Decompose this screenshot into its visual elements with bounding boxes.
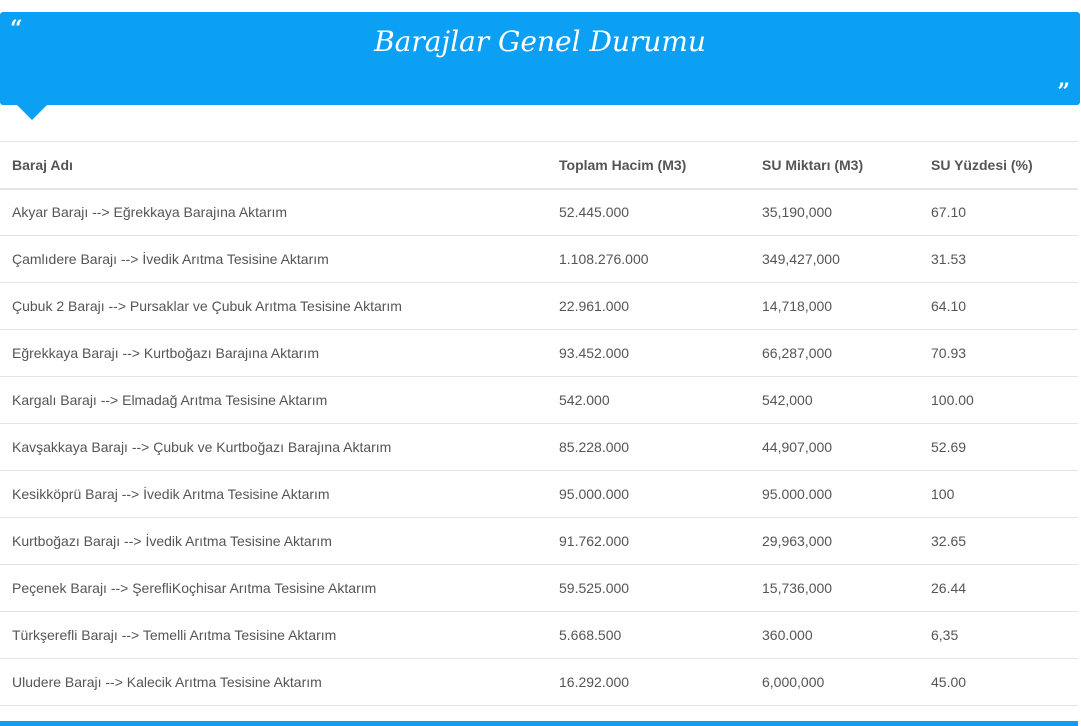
water-percent-cell: 31.53 (919, 236, 1078, 283)
dam-status-table (0, 141, 1078, 706)
dam-name-cell: Türkşerefli Barajı --> Temelli Arıtma Tesisine Aktarım (0, 612, 547, 659)
table-row (0, 330, 1078, 377)
table-row (0, 659, 1078, 706)
dam-status-table-container (0, 141, 1078, 706)
total-volume-cell: 93.452.000 (547, 330, 750, 377)
water-amount-cell: 29,963,000 (750, 518, 919, 565)
dam-name-cell: Uludere Barajı --> Kalecik Arıtma Tesisine Aktarım (0, 659, 547, 706)
table-row (0, 612, 1078, 659)
total-volume-cell: 16.292.000 (547, 659, 750, 706)
water-percent-cell: 70.93 (919, 330, 1078, 377)
water-percent-cell: 67.10 (919, 189, 1078, 236)
water-percent-cell: 52.69 (919, 424, 1078, 471)
title-banner (0, 12, 1080, 105)
table-row (0, 471, 1078, 518)
water-amount-cell: 35,190,000 (750, 189, 919, 236)
banner-pointer (17, 105, 47, 120)
column-header-water-percent: SU Yüzdesi (%) (919, 142, 1078, 189)
total-volume-cell: 91.762.000 (547, 518, 750, 565)
dam-name-cell: Peçenek Barajı --> ŞerefliKoçhisar Arıtma Tesisine Aktarım (0, 565, 547, 612)
total-volume-cell: 1.108.276.000 (547, 236, 750, 283)
water-amount-cell: 6,000,000 (750, 659, 919, 706)
water-amount-cell: 14,718,000 (750, 283, 919, 330)
water-percent-cell: 26.44 (919, 565, 1078, 612)
water-percent-cell: 6,35 (919, 612, 1078, 659)
water-amount-cell: 44,907,000 (750, 424, 919, 471)
footer-accent-bar (0, 721, 1078, 726)
dam-name-cell: Kurtboğazı Barajı --> İvedik Arıtma Tesisine Aktarım (0, 518, 547, 565)
dam-name-cell: Kavşakkaya Barajı --> Çubuk ve Kurtboğazı Barajına Aktarım (0, 424, 547, 471)
water-amount-cell: 95.000.000 (750, 471, 919, 518)
dam-name-cell: Kesikköprü Baraj --> İvedik Arıtma Tesisine Aktarım (0, 471, 547, 518)
water-amount-cell: 15,736,000 (750, 565, 919, 612)
water-percent-cell: 45.00 (919, 659, 1078, 706)
table-header-row (0, 142, 1078, 189)
water-amount-cell: 542,000 (750, 377, 919, 424)
dam-name-cell: Kargalı Barajı --> Elmadağ Arıtma Tesisine Aktarım (0, 377, 547, 424)
table-row (0, 518, 1078, 565)
water-percent-cell: 64.10 (919, 283, 1078, 330)
column-header-water-amount: SU Miktarı (M3) (750, 142, 919, 189)
table-row (0, 565, 1078, 612)
table-row (0, 283, 1078, 330)
total-volume-cell: 52.445.000 (547, 189, 750, 236)
water-amount-cell: 360.000 (750, 612, 919, 659)
column-header-total-volume: Toplam Hacim (M3) (547, 142, 750, 189)
water-percent-cell: 100.00 (919, 377, 1078, 424)
table-row (0, 189, 1078, 236)
dam-name-cell: Çamlıdere Barajı --> İvedik Arıtma Tesisine Aktarım (0, 236, 547, 283)
total-volume-cell: 542.000 (547, 377, 750, 424)
total-volume-cell: 85.228.000 (547, 424, 750, 471)
close-quote-icon: ” (1057, 79, 1070, 105)
water-amount-cell: 66,287,000 (750, 330, 919, 377)
table-row (0, 377, 1078, 424)
total-volume-cell: 22.961.000 (547, 283, 750, 330)
column-header-dam-name: Baraj Adı (0, 142, 547, 189)
page-title: Barajlar Genel Durumu (374, 25, 706, 58)
table-row (0, 424, 1078, 471)
water-percent-cell: 100 (919, 471, 1078, 518)
dam-name-cell: Eğrekkaya Barajı --> Kurtboğazı Barajına Aktarım (0, 330, 547, 377)
dam-name-cell: Çubuk 2 Barajı --> Pursaklar ve Çubuk Arıtma Tesisine Aktarım (0, 283, 547, 330)
total-volume-cell: 95.000.000 (547, 471, 750, 518)
total-volume-cell: 59.525.000 (547, 565, 750, 612)
water-percent-cell: 32.65 (919, 518, 1078, 565)
water-amount-cell: 349,427,000 (750, 236, 919, 283)
total-volume-cell: 5.668.500 (547, 612, 750, 659)
table-row (0, 236, 1078, 283)
open-quote-icon: “ (10, 16, 23, 42)
dam-name-cell: Akyar Barajı --> Eğrekkaya Barajına Aktarım (0, 189, 547, 236)
